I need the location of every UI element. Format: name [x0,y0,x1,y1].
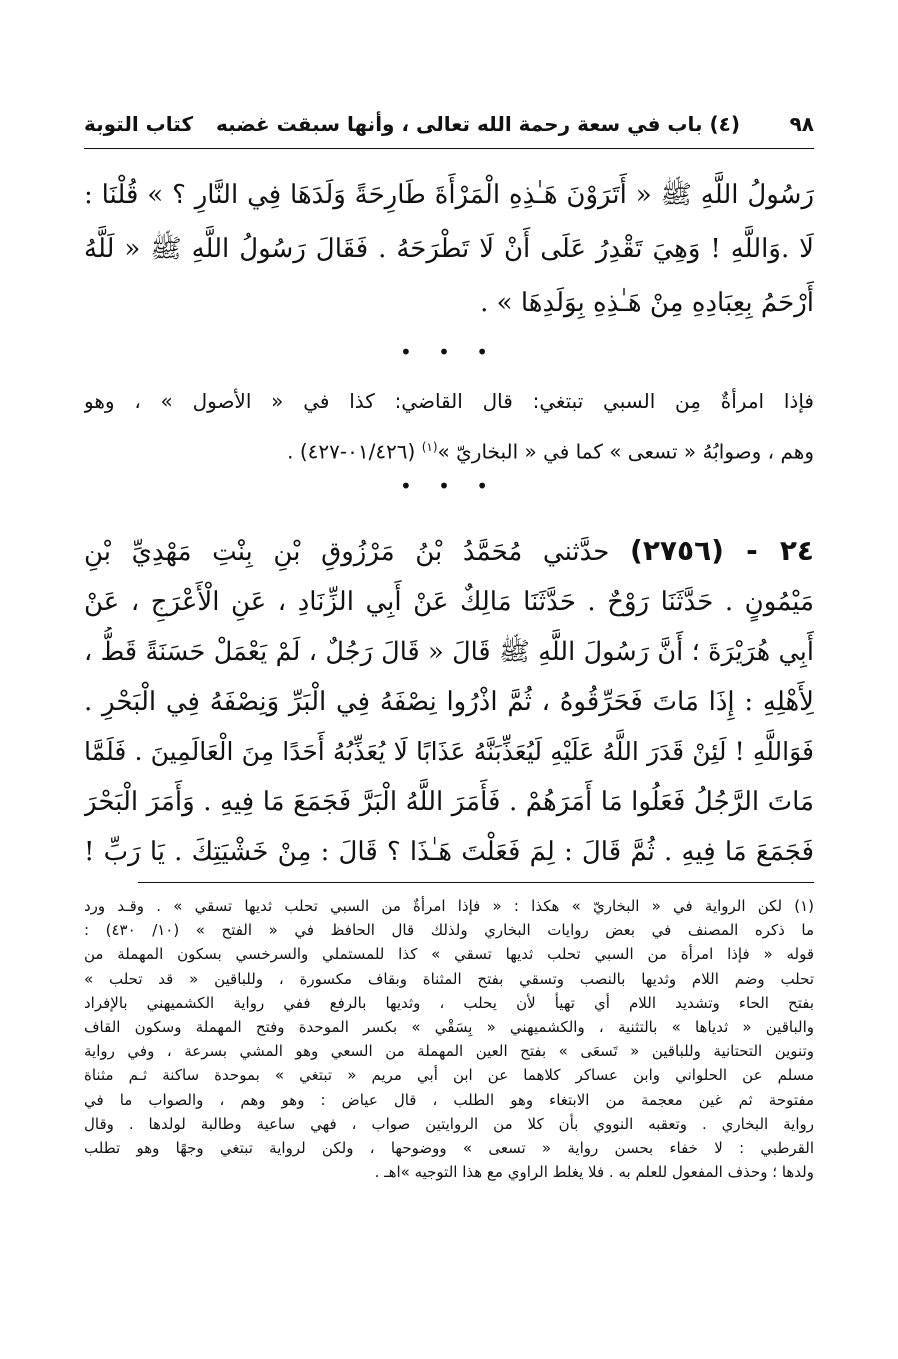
text-line: فَوَاللَّهِ ! لَئِنْ قَدَرَ اللَّهُ عَلَيْهِ لَيُعَذِّبَنَّهُ عَذَابًا لَا يُعَذِّبُهُ أَحَدًا مِنَ الْعَالَمِينَ . فَلَمَّا [84,737,814,766]
footnote-marker: (١) [421,440,438,454]
text-line: مَيْمُونٍ . حَدَّثَنَا رَوْحٌ . حَدَّثَنَا مَالِكٌ عَنْ أَبِي الزِّنَادِ ، عَنِ الْأَعْرَجِ ، عَنْ [84,587,814,617]
text-line: أَبِي هُرَيْرَةَ ؛ أَنَّ رَسُولَ اللَّهِ ﷺ قَالَ « قَالَ رَجُلٌ ، لَمْ يَعْمَلْ حَسَنَةً قَطُّ ، [84,637,814,667]
text-line: فَجَمَعَ مَا فِيهِ . ثُمَّ قَالَ : لِمَ فَعَلْتَ هَـٰذَا ؟ قَالَ : مِنْ خَشْيَتِكَ . يَا رَبِّ ! [84,837,814,867]
hadith-continuation [84,168,814,330]
footnote-line: تحلب وضم اللام وثديها بالنصب وتسقي بفتح المثناة وبقاف مكسورة ، وللباقين « قد تحلب » [84,969,814,988]
footnote-line: القرطبي : لا خفاء بحسن رواية « تسعى » ووضوحها ، ولكن لرواية تبتغي وجهًا وهو تطلب [84,1139,814,1158]
commentary-line: فإذا امرأةٌ مِن السبي تبتغي: قال القاضي: كذا في « الأصول » ، وهو [84,389,814,413]
text-line: لِأَهْلِهِ : إِذَا مَاتَ فَحَرِّقُوهُ ، ثُمَّ اذْرُوا نِصْفَهُ فِي الْبَرِّ وَنِصْفَهُ فِي الْبَحْرِ . [84,687,814,717]
volume-reference: (٠١/٤٢٦-٤٢٧) . [287,439,416,464]
hadith-24 [84,526,814,877]
commentary-text: وهم ، وصوابُهُ « تسعى » كما في « البخاريّ » [437,439,814,464]
running-header [84,106,814,149]
footnote-line: والباقين « ثدياها » بالتثنية ، والكشميهني « بِسَقْي » بكسر الموحدة وفتح المهملة وسكون القاف [84,1018,814,1037]
footnote-line: مفتوحة ثم غين معجمة من الابتغاء وهو الطلب ، قال عياض : وهو وهم ، والصواب ما في [84,1090,814,1109]
section-separator: • • • [399,340,499,364]
hadith-number: ٢٤ - (٢٧٥٦) [630,534,814,567]
footnote-line: رواية البخاري . وتعقبه النووي بأن كلا من الروايتين صواب ، فهي ساعية وطالبة لولدها . وقال [84,1114,814,1133]
text-line: رَسُولُ اللَّهِ ﷺ « أَتَرَوْنَ هَـٰذِهِ الْمَرْأَةَ طَارِحَةً وَلَدَهَا فِي النَّارِ ؟ » قُلْنَا : [84,180,814,210]
text-line [84,526,814,577]
page-number: ٩٨ [789,112,814,136]
footnote-line: وتنوين التحتانية وللباقين « تَسعَى » بفتح العين المهملة من السعي وهو المشي بسرعة ، وفي رواية [84,1042,814,1061]
chapter-title: (٤) باب في سعة رحمة الله تعالى ، وأنها سبقت غضبه [215,112,740,136]
footnote-line: بفتح الحاء وتشديد اللام أي تهيأ لأن يحلب ، وثديها بالرفع ففي رواية الكشميهني بالإفراد [84,993,814,1012]
footnote-line: قوله « فإذا امرأة من السبي تحلب ثديها تسقي » كذا للمستملي والسرخسي بسكون المهملة من [84,945,814,964]
footnote [84,894,814,1184]
footnote-line: ولدها ؛ وحذف المفعول للعلم به . فلا يغلط الراوي مع هذا التوجيه »اهـ . [374,1163,814,1182]
commentary [84,378,814,475]
text-line: مَاتَ الرَّجُلُ فَعَلُوا مَا أَمَرَهُمْ . فَأَمَرَ اللَّهُ الْبَرَّ فَجَمَعَ مَا فِيهِ . وَأَمَرَ الْبَحْرَ [84,787,814,817]
book-title: كتاب التوبة [84,112,194,136]
footnote-line: (١) لكن الرواية في « البخاريّ » هكذا : « فإذا امرأةٌ من السبي تحلب ثديها تسقي » . وقـد ورد [84,897,814,915]
text-line: لَا .وَاللَّهِ ! وَهِيَ تَقْدِرُ عَلَى أَنْ لَا تَطْرَحَهُ . فَقَالَ رَسُولُ اللَّهِ ﷺ « لَلَّهُ [84,234,814,264]
footnote-rule [138,882,814,883]
section-separator: • • • [399,474,499,498]
footnote-line: ما ذكره المصنف في بعض روايات البخاري ولذلك قال الحافظ في « الفتح » (١٠/ ٤٣٠) : [84,921,814,940]
footnote-line: مسلم عن الحلواني وابن عساكر كلاهما عن ابن أبي مريم « تبتغي » بموحدة ساكنة ثـم مثناة [84,1066,814,1085]
text-line: أَرْحَمُ بِعِبَادِهِ مِنْ هَـٰذِهِ بِوَلَدِهَا » . [480,288,814,318]
commentary-line [84,424,814,475]
isnad-start: حدَّثني مُحَمَّدُ بْنُ مَرْزُوقِ بْنِ بِنْتِ مَهْدِيِّ بْنِ [84,537,610,567]
